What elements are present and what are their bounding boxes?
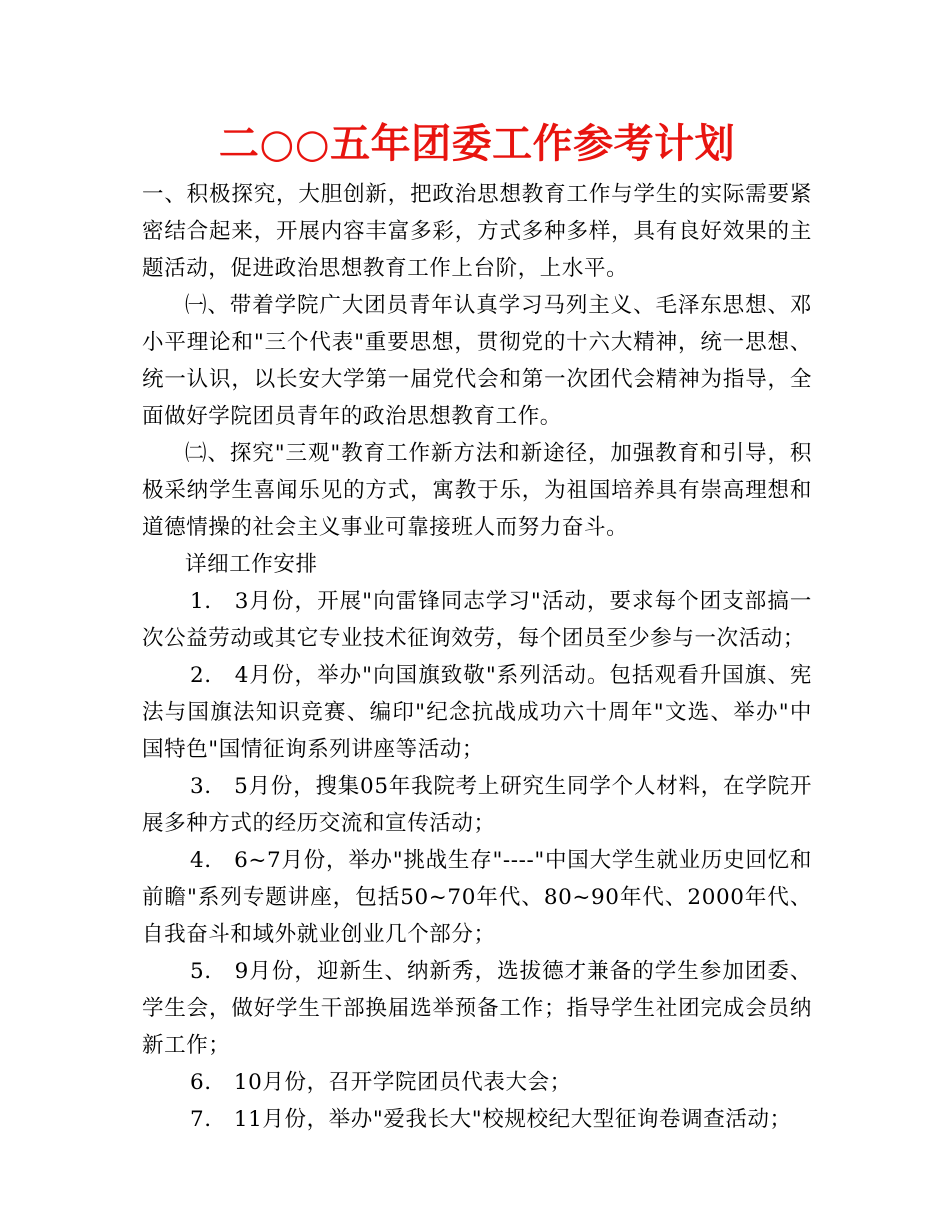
- schedule-item-5: 5. 9月份，迎新生、纳新秀，选拔德才兼备的学生参加团委、学生会，做好学生干部换届选举预备工作；指导学生社团完成会员纳新工作；: [142, 959, 812, 1058]
- document-body: [142, 118, 812, 1138]
- document-title: 二○○五年团委工作参考计划: [218, 121, 736, 167]
- schedule-item-3: 3. 5月份，搜集05年我院考上研究生同学个人材料，在学院开展多种方式的经历交流和宣传活动；: [142, 774, 812, 836]
- schedule-item-2: 2. 4月份，举办"向国旗致敬"系列活动。包括观看升国旗、宪法与国旗法知识竞赛、编印"纪念抗战成功六十周年"文选、举办"中国特色"国情征询系列讲座等活动；: [142, 663, 812, 762]
- point-1-paragraph: ㈠、带着学院广大团员青年认真学习马列主义、毛泽东思想、邓小平理论和"三个代表"重要思想，贯彻党的十六大精神，统一思想、统一认识，以长安大学第一届党代会和第一次团代会精神为指导，全面做好学院团员青年的政治思想教育工作。: [142, 293, 812, 429]
- intro-paragraph: 一、积极探究，大胆创新，把政治思想教育工作与学生的实际需要紧密结合起来，开展内容丰富多彩，方式多种多样，具有良好效果的主题活动，促进政治思想教育工作上台阶，上水平。: [142, 182, 812, 281]
- schedule-item-4: 4. 6~7月份，举办"挑战生存"----"中国大学生就业历史回忆和前瞻"系列专题讲座，包括50~70年代、80~90年代、2000年代、自我奋斗和域外就业创业几个部分；: [142, 848, 812, 947]
- schedule-item-1: 1. 3月份，开展"向雷锋同志学习"活动，要求每个团支部搞一次公益劳动或其它专业技术征询效劳，每个团员至少参与一次活动；: [142, 589, 812, 651]
- point-2-paragraph: ㈡、探究"三观"教育工作新方法和新途径，加强教育和引导，积极采纳学生喜闻乐见的方式，寓教于乐，为祖国培养具有崇高理想和道德情操的社会主义事业可靠接班人而努力奋斗。: [142, 441, 812, 540]
- schedule-item-6: 6. 10月份，召开学院团员代表大会；: [190, 1070, 572, 1095]
- schedule-item-7: 7. 11月份，举办"爱我长大"校规校纪大型征询卷调查活动；: [190, 1107, 792, 1132]
- schedule-heading: 详细工作安排: [185, 552, 318, 577]
